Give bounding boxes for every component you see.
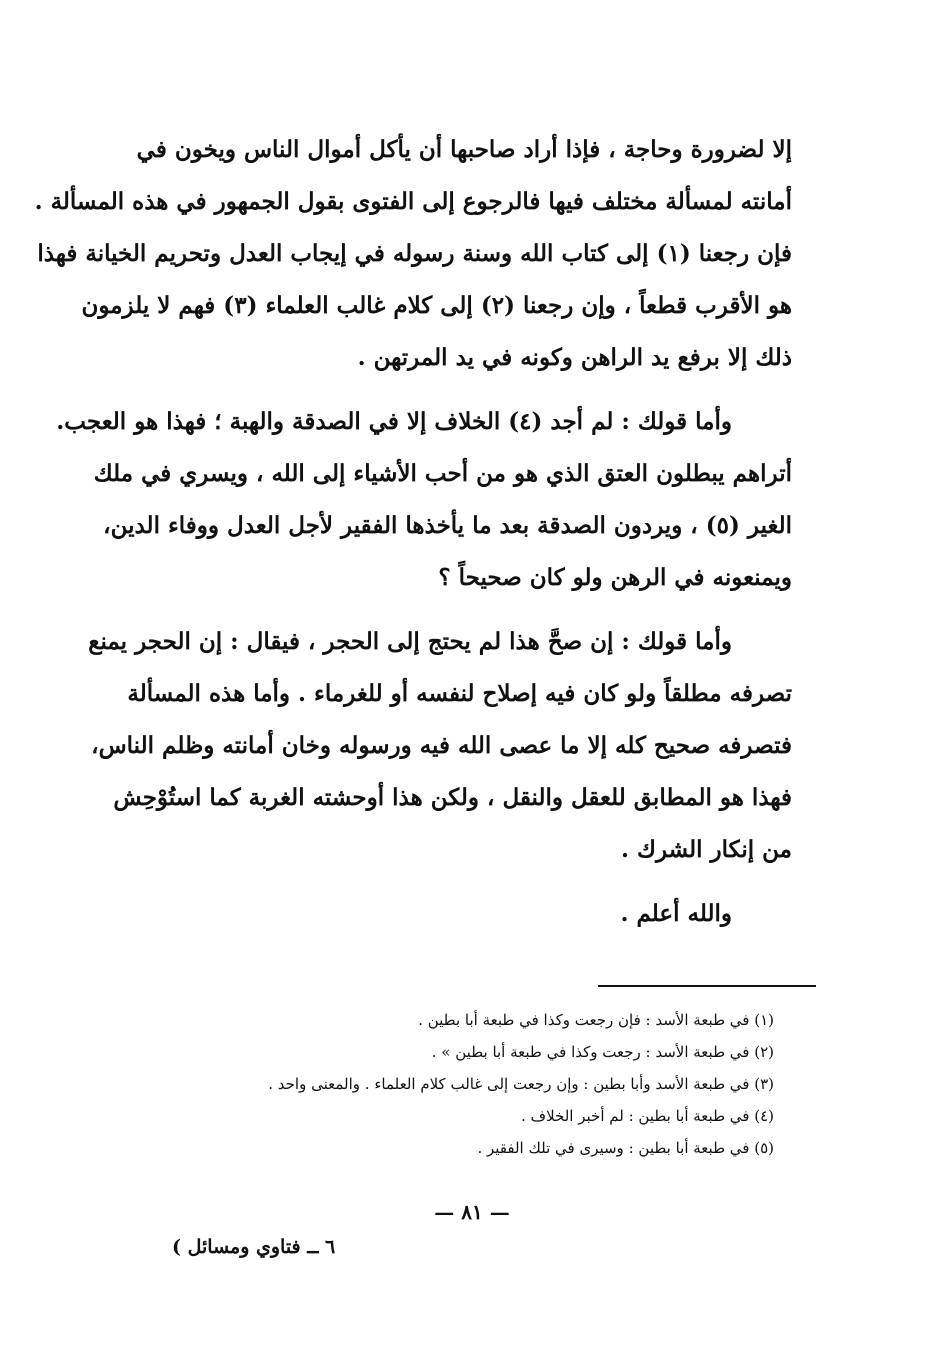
footnote: (٣) في طبعة الأسد وأبا بطين : وإن رجعت إلى غالب كلام العلماء . والمعنى واحد .: [268, 1075, 774, 1093]
footnote: (١) في طبعة الأسد : فإن رجعت وكذا في طبعة أبا بطين .: [418, 1011, 774, 1029]
text-line: تصرفه مطلقاً ولو كان فيه إصلاح لنفسه أو للغرماء . وأما هذه المسألة: [127, 680, 792, 707]
paragraph-gap: [132, 604, 792, 616]
footnote: (٢) في طبعة الأسد : رجعت وكذا في طبعة أبا بطين » .: [431, 1043, 774, 1061]
text-line: فإن رجعنا (١) إلى كتاب الله وسنة رسوله في إيجاب العدل وتحريم الخيانة فهذا: [37, 240, 792, 267]
footnote-divider: [598, 985, 816, 987]
text-line: فهذا هو المطابق للعقل والنقل ، ولكن هذا أوحشته الغربة كما استُوْحِش: [113, 784, 792, 811]
closing-line: والله أعلم .: [620, 900, 732, 927]
text-line: من إنكار الشرك .: [620, 836, 792, 863]
text-line: الغير (٥) ، ويردون الصدقة بعد ما يأخذها الفقير لأجل العدل ووفاء الدين،: [103, 512, 792, 539]
text-line: إلا لضرورة وحاجة ، فإذا أراد صاحبها أن يأكل أموال الناس ويخون في: [136, 136, 792, 163]
text-line: أمانته لمسألة مختلف فيها فالرجوع إلى الفتوى بقول الجمهور في هذه المسألة .: [34, 188, 792, 215]
paragraph-gap: [132, 384, 792, 396]
text-line: ويمنعونه في الرهن ولو كان صحيحاً ؟: [438, 564, 792, 591]
text-line: هو الأقرب قطعاً ، وإن رجعنا (٢) إلى كلام غالب العلماء (٣) فهم لا يلزمون: [81, 292, 792, 319]
main-text: [34, 124, 792, 940]
text-line: ذلك إلا برفع يد الراهن وكونه في يد المرتهن .: [357, 344, 792, 371]
text-line: وأما قولك : إن صحَّ هذا لم يحتج إلى الحجر ، فيقال : إن الحجر يمنع: [88, 628, 732, 655]
text-line: وأما قولك : لم أجد (٤) الخلاف إلا في الصدقة والهبة ؛ فهذا هو العجب.: [56, 408, 732, 435]
text-line: أتراهم يبطلون العتق الذي هو من أحب الأشياء إلى الله ، ويسري في ملك: [93, 460, 792, 487]
text-line: فتصرفه صحيح كله إلا ما عصى الله فيه ورسوله وخان أمانته وظلم الناس،: [91, 732, 792, 759]
footnote: (٥) في طبعة أبا بطين : وسيرى في تلك الفقير .: [477, 1139, 774, 1157]
footnotes: [152, 1004, 792, 1164]
paragraph-gap: [132, 876, 792, 888]
page-number: — ٨١ —: [434, 1200, 510, 1224]
signature-mark: ٦ ــ فتاوي ومسائل ): [172, 1236, 336, 1258]
footnote: (٤) في طبعة أبا بطين : لم أخبر الخلاف .: [521, 1107, 774, 1125]
